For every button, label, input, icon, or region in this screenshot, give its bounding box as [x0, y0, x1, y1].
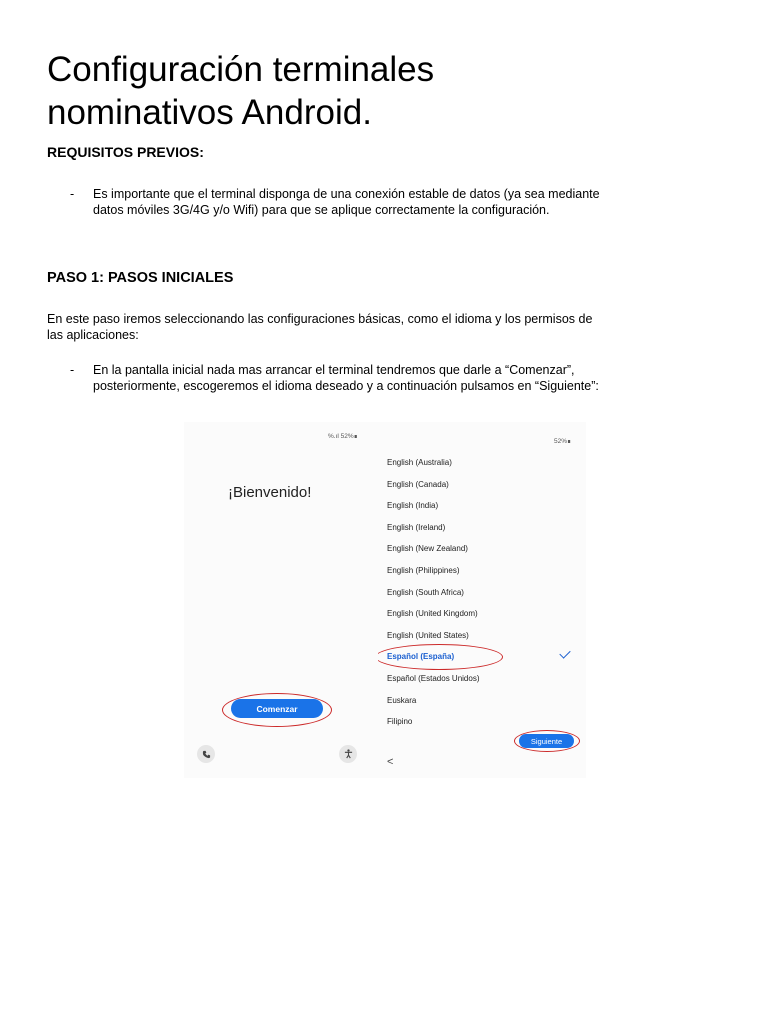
language-item[interactable]: Euskara: [387, 695, 417, 705]
requisitos-bullet-text: Es importante que el terminal disponga de una conexión estable de datos (ya sea mediante datos móviles 3G/4G y/o Wifi) para que se aplique correctamente la configuración.: [93, 187, 600, 217]
paso1-heading: PASO 1: PASOS INICIALES: [47, 270, 234, 286]
paso1-intro: En este paso iremos seleccionando las configuraciones básicas, como el idioma y los permisos de las aplicaciones:: [47, 312, 593, 342]
back-icon[interactable]: <: [387, 756, 394, 768]
language-list: [387, 455, 480, 736]
welcome-title: ¡Bienvenido!: [228, 484, 312, 501]
language-item[interactable]: Español (Estados Unidos): [387, 673, 480, 683]
language-item[interactable]: Filipino: [387, 717, 413, 727]
requisitos-bullet: [70, 186, 605, 218]
highlight-ring: [378, 644, 503, 670]
language-item[interactable]: English (South Africa): [387, 587, 464, 597]
bullet-dash: -: [70, 363, 75, 377]
check-icon: [559, 647, 570, 658]
language-item[interactable]: English (New Zealand): [387, 544, 468, 554]
language-item[interactable]: English (Ireland): [387, 522, 446, 532]
language-screenshot: [378, 422, 586, 778]
paso1-bullet-text: En la pantalla inicial nada mas arrancar el terminal tendremos que darle a “Comenzar”, posteriormente, escogeremos el idioma deseado y a continuación pulsamos en “Siguiente”:: [93, 363, 599, 393]
accessibility-icon[interactable]: [339, 745, 357, 763]
language-item[interactable]: English (Canada): [387, 479, 449, 489]
document-title: Configuración terminales nominativos Android.: [47, 50, 435, 132]
language-item[interactable]: English (Philippines): [387, 565, 460, 575]
comenzar-button[interactable]: Comenzar: [231, 699, 323, 718]
language-item[interactable]: English (United Kingdom): [387, 609, 478, 619]
phone-icon[interactable]: [197, 745, 215, 763]
paso1-bullet: [70, 362, 605, 394]
requisitos-heading: REQUISITOS PREVIOS:: [47, 144, 204, 160]
bullet-dash: -: [70, 187, 75, 201]
welcome-screenshot: [184, 422, 378, 778]
language-item-selected[interactable]: Español (España): [387, 652, 455, 662]
status-bar: %.ıl 52%∎: [328, 433, 358, 440]
siguiente-button[interactable]: Siguiente: [519, 734, 574, 748]
language-item[interactable]: English (Australia): [387, 458, 452, 467]
language-item[interactable]: English (United States): [387, 630, 469, 640]
status-bar: 52%∎: [554, 438, 572, 445]
language-item[interactable]: English (India): [387, 501, 439, 511]
